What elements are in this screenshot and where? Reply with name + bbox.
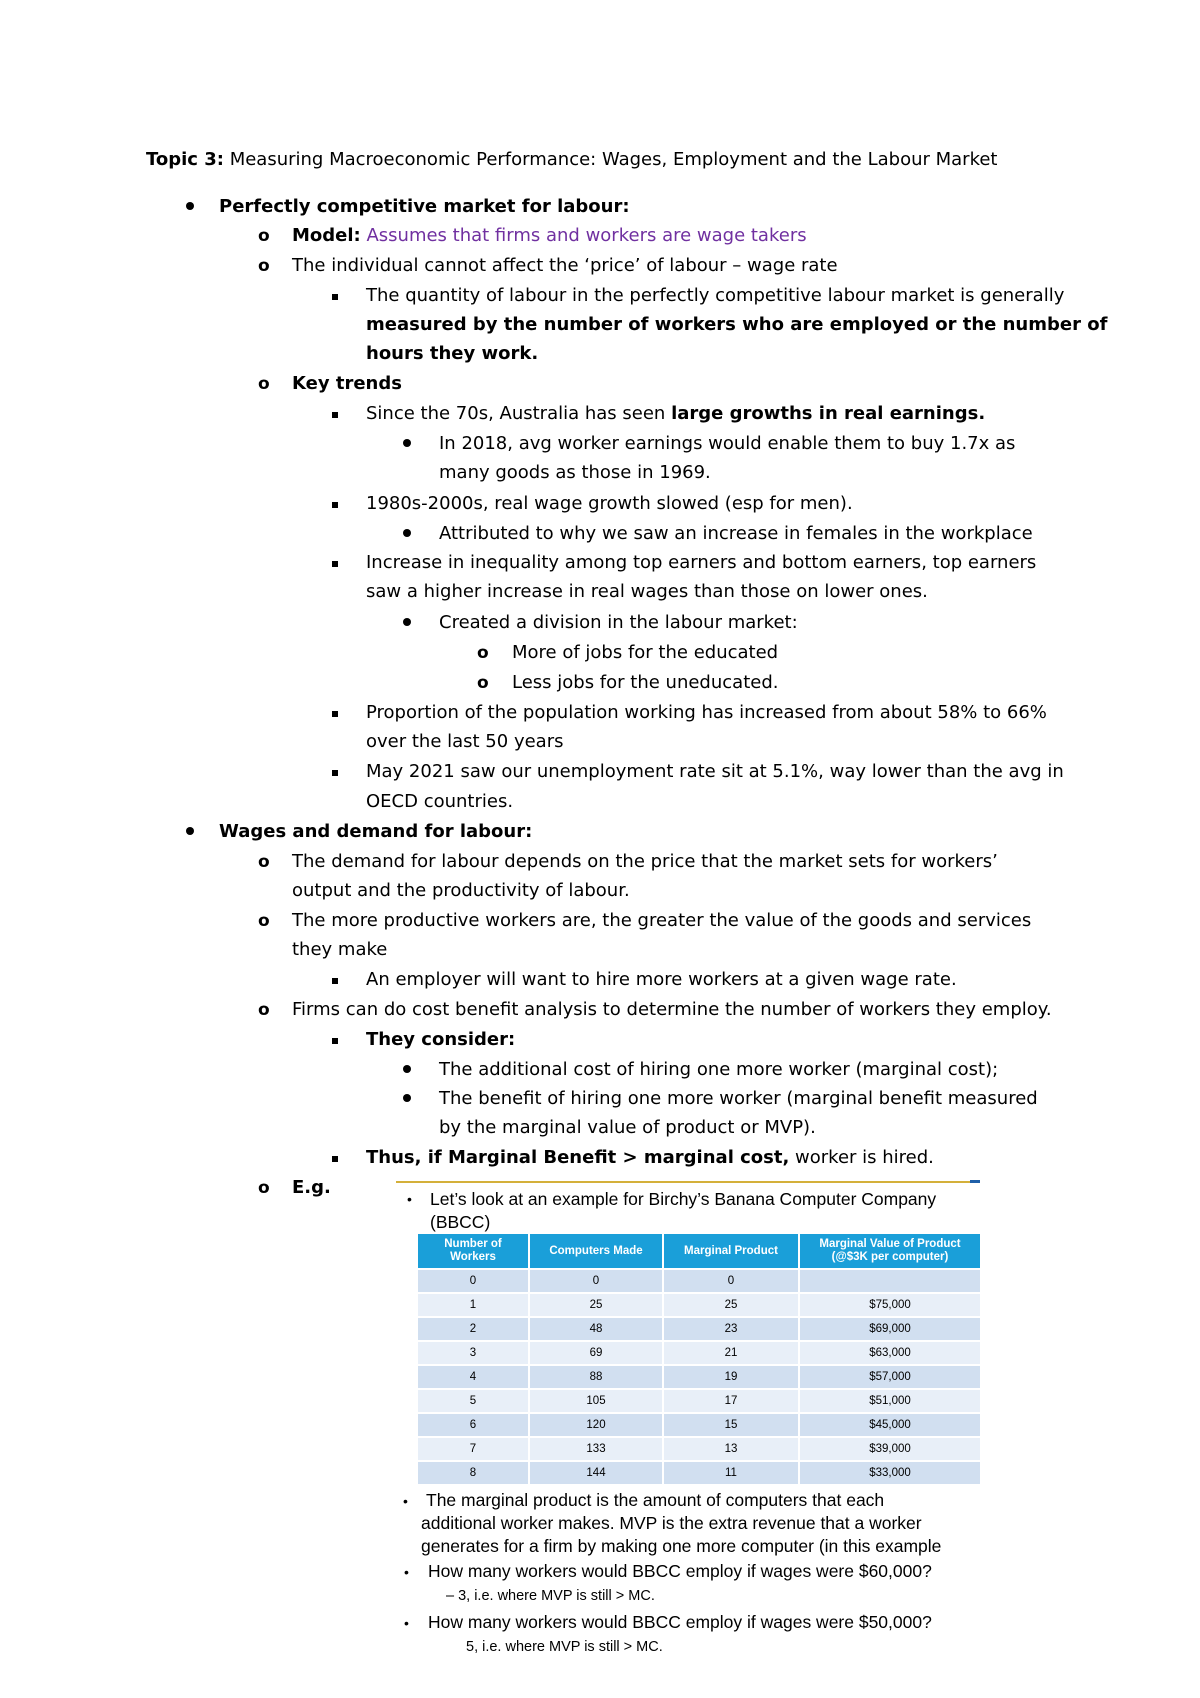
cell-marginal-product: 17: [663, 1389, 799, 1413]
cell-mvp: $63,000: [799, 1341, 981, 1365]
demand-line-2: output and the productivity of labour.: [292, 880, 630, 901]
bullet-dot: [186, 827, 194, 835]
thus-bold: Thus, if Marginal Benefit > marginal cost,: [366, 1147, 790, 1168]
cell-marginal-product: 0: [663, 1269, 799, 1293]
bullet-o: o: [258, 1000, 270, 1020]
slide-top-accent: [970, 1180, 980, 1183]
slide-mp-line-1: The marginal product is the amount of computers that each: [426, 1490, 885, 1510]
header-computers: Computers Made: [529, 1233, 663, 1269]
employer-line: An employer will want to hire more workers at a given wage rate.: [366, 969, 957, 990]
cell-workers: 6: [417, 1413, 529, 1437]
may2021-line-2: OECD countries.: [366, 791, 514, 812]
additional-line: The additional cost of hiring one more worker (marginal cost);: [439, 1059, 999, 1080]
slide-answer-1: – 3, i.e. where MVP is still > MC.: [446, 1588, 655, 1604]
header-mvp: Marginal Value of Product (@$3K per computer): [799, 1233, 981, 1269]
proportion-line-1: Proportion of the population working has increased from about 58% to 66%: [366, 702, 1047, 723]
section-title-wages-demand: Wages and demand for labour:: [219, 821, 533, 842]
header-workers: Number of Workers: [417, 1233, 529, 1269]
slide-bullet: •: [403, 1493, 408, 1509]
cell-computers: 133: [529, 1437, 663, 1461]
y2018-line-2: many goods as those in 1969.: [439, 462, 711, 483]
table-row: [417, 1437, 981, 1461]
slide-mp-line-2: additional worker makes. MVP is the extra revenue that a worker: [421, 1513, 922, 1533]
mvp-table: [416, 1232, 982, 1486]
table-row: [417, 1413, 981, 1437]
since70-bold: large growths in real earnings.: [671, 403, 986, 424]
bullet-square: [332, 561, 338, 567]
cell-marginal-product: 25: [663, 1293, 799, 1317]
cell-computers: 105: [529, 1389, 663, 1413]
bullet-square: [332, 978, 338, 984]
benefit-line-1: The benefit of hiring one more worker (marginal benefit measured: [439, 1088, 1038, 1109]
thus-line: [366, 1144, 934, 1172]
bullet-dot: [186, 202, 194, 210]
since70-text: Since the 70s, Australia has seen: [366, 403, 672, 424]
firms-line: Firms can do cost benefit analysis to determine the number of workers they employ.: [292, 999, 1052, 1020]
cell-workers: 8: [417, 1461, 529, 1485]
cell-workers: 2: [417, 1317, 529, 1341]
bullet-square: [332, 770, 338, 776]
bullet-o: o: [258, 374, 270, 394]
slide-mp-line-3: generates for a firm by making one more computer (in this example: [421, 1536, 942, 1556]
cell-computers: 0: [529, 1269, 663, 1293]
bullet-o: o: [258, 911, 270, 931]
slide-question-2: How many workers would BBCC employ if wages were $50,000?: [428, 1612, 932, 1632]
bullet-dot: [403, 1065, 411, 1073]
benefit-line-2: by the marginal value of product or MVP).: [439, 1117, 816, 1138]
cell-computers: 69: [529, 1341, 663, 1365]
individual-line: The individual cannot affect the ‘price’ of labour – wage rate: [292, 255, 838, 276]
cell-marginal-product: 23: [663, 1317, 799, 1341]
table-row: [417, 1269, 981, 1293]
eg-label: E.g.: [292, 1177, 331, 1198]
bullet-o: o: [258, 852, 270, 872]
cell-mvp: $69,000: [799, 1317, 981, 1341]
division-line: Created a division in the labour market:: [439, 612, 798, 633]
model-label: Model:: [292, 225, 361, 246]
cell-workers: 7: [417, 1437, 529, 1461]
quantity-line-2: measured by the number of workers who are employed or the number of: [366, 314, 1108, 335]
eighties-line: 1980s-2000s, real wage growth slowed (esp for men).: [366, 493, 853, 514]
key-trends: Key trends: [292, 373, 402, 394]
bullet-square: [332, 1156, 338, 1162]
topic-label: Topic 3:: [146, 149, 224, 170]
bullet-o: o: [258, 256, 270, 276]
bullet-o: o: [477, 673, 489, 693]
slide-intro-line-2: (BBCC): [430, 1212, 491, 1232]
bullet-square: [332, 502, 338, 508]
proportion-line-2: over the last 50 years: [366, 731, 564, 752]
bullet-o: o: [258, 1178, 270, 1198]
cell-mvp: $51,000: [799, 1389, 981, 1413]
table-row: [417, 1365, 981, 1389]
less-jobs-line: Less jobs for the uneducated.: [512, 672, 779, 693]
page-title: [146, 146, 998, 174]
bullet-o: o: [258, 226, 270, 246]
more-jobs-line: More of jobs for the educated: [512, 642, 779, 663]
bullet-dot: [403, 439, 411, 447]
cell-mvp: $33,000: [799, 1461, 981, 1485]
slide-question-1: How many workers would BBCC employ if wages were $60,000?: [428, 1561, 932, 1581]
slide-bullet: •: [404, 1615, 409, 1631]
since70-line: [366, 400, 985, 428]
demand-line-1: The demand for labour depends on the price that the market sets for workers’: [292, 851, 998, 872]
consider-line: They consider:: [366, 1029, 516, 1050]
bullet-square: [332, 711, 338, 717]
cell-workers: 3: [417, 1341, 529, 1365]
slide-bullet: •: [404, 1564, 409, 1580]
cell-mvp: $39,000: [799, 1437, 981, 1461]
cell-marginal-product: 13: [663, 1437, 799, 1461]
slide-top-rule: [396, 1181, 979, 1183]
cell-mvp: $57,000: [799, 1365, 981, 1389]
cell-computers: 88: [529, 1365, 663, 1389]
model-text: Assumes that firms and workers are wage takers: [360, 225, 807, 246]
cell-marginal-product: 19: [663, 1365, 799, 1389]
cell-workers: 5: [417, 1389, 529, 1413]
may2021-line-1: May 2021 saw our unemployment rate sit at 5.1%, way lower than the avg in: [366, 761, 1064, 782]
thus-rest: worker is hired.: [789, 1147, 934, 1168]
quantity-line-3: hours they work.: [366, 343, 539, 364]
table-row: [417, 1293, 981, 1317]
topic-title: Measuring Macroeconomic Performance: Wages, Employment and the Labour Market: [223, 149, 998, 170]
cell-computers: 120: [529, 1413, 663, 1437]
productive-line-2: they make: [292, 939, 388, 960]
cell-mvp: $45,000: [799, 1413, 981, 1437]
header-marginal-product: Marginal Product: [663, 1233, 799, 1269]
table-row: [417, 1317, 981, 1341]
cell-marginal-product: 21: [663, 1341, 799, 1365]
bullet-square: [332, 1038, 338, 1044]
model-line: [292, 222, 807, 250]
slide-intro-line-1: Let’s look at an example for Birchy’s Banana Computer Company: [430, 1189, 937, 1209]
bullet-o: o: [477, 643, 489, 663]
cell-computers: 25: [529, 1293, 663, 1317]
section-title-perfectly-competitive: Perfectly competitive market for labour:: [219, 196, 630, 217]
cell-mvp: [799, 1269, 981, 1293]
cell-workers: 0: [417, 1269, 529, 1293]
cell-workers: 1: [417, 1293, 529, 1317]
table-row: [417, 1461, 981, 1485]
bullet-dot: [403, 529, 411, 537]
bullet-square: [332, 412, 338, 418]
inequality-line-1: Increase in inequality among top earners and bottom earners, top earners: [366, 552, 1037, 573]
bullet-dot: [403, 618, 411, 626]
cell-computers: 48: [529, 1317, 663, 1341]
bullet-dot: [403, 1094, 411, 1102]
slide-answer-2: 5, i.e. where MVP is still > MC.: [466, 1639, 663, 1655]
attributed-line: Attributed to why we saw an increase in females in the workplace: [439, 523, 1033, 544]
cell-marginal-product: 11: [663, 1461, 799, 1485]
y2018-line-1: In 2018, avg worker earnings would enable them to buy 1.7x as: [439, 433, 1016, 454]
table-header-row: [417, 1233, 981, 1269]
quantity-line-1: The quantity of labour in the perfectly competitive labour market is generally: [366, 285, 1065, 306]
cell-workers: 4: [417, 1365, 529, 1389]
cell-mvp: $75,000: [799, 1293, 981, 1317]
bullet-square: [332, 294, 338, 300]
slide-bullet: •: [407, 1191, 412, 1207]
table-row: [417, 1341, 981, 1365]
cell-marginal-product: 15: [663, 1413, 799, 1437]
cell-computers: 144: [529, 1461, 663, 1485]
productive-line-1: The more productive workers are, the greater the value of the goods and services: [292, 910, 1032, 931]
table-row: [417, 1389, 981, 1413]
inequality-line-2: saw a higher increase in real wages than those on lower ones.: [366, 581, 928, 602]
